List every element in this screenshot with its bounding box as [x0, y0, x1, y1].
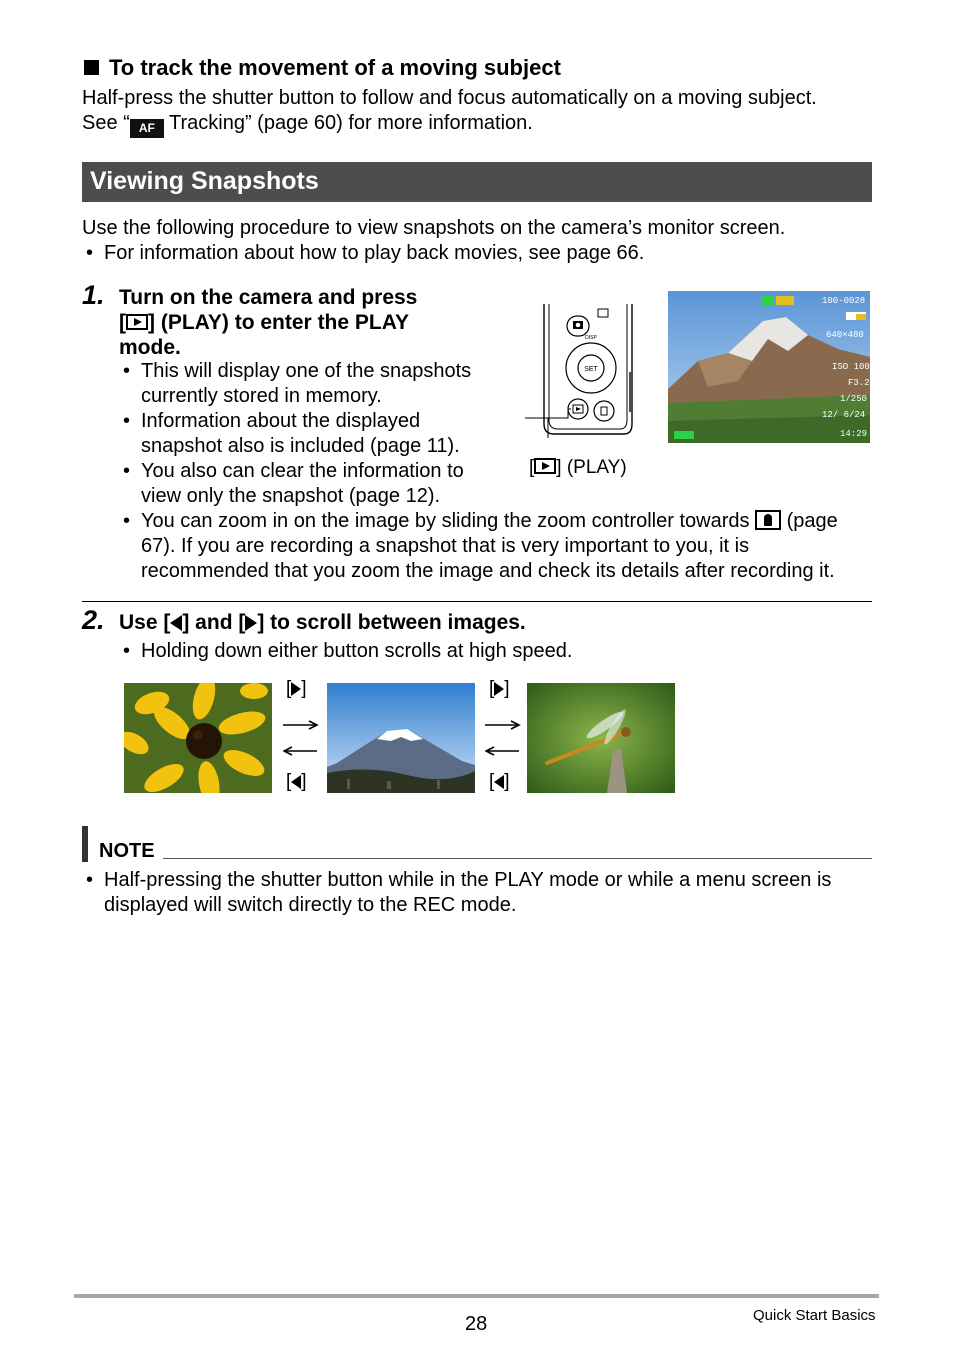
step2-title: Use [ ] and [ ] to scroll between images. [119, 611, 526, 634]
step1-bullet-2: • Information about the displayed snapshot also is included (page 11). [123, 410, 460, 457]
screen-date: 12/ 6/24 [822, 410, 866, 420]
play-button-icon [126, 314, 148, 330]
prev-label-1: [ ] [286, 771, 307, 792]
bullet-dot: • [123, 410, 131, 432]
right-arrow-icon [291, 682, 301, 696]
intro-bullet: • For information about how to play back movies, see page 66. [86, 242, 645, 264]
screen-iso: ISO 100 [832, 362, 870, 372]
left-arrow-button-icon [170, 615, 182, 631]
zoom-tele-icon [755, 510, 781, 530]
step1-bullet-3: • You also can clear the information to view only the snapshot (page 12). [123, 460, 464, 507]
footer-rule [74, 1294, 879, 1298]
bullet-dot: • [123, 460, 131, 482]
step-divider [82, 601, 872, 602]
screen-image-size: 640×480 [826, 330, 864, 340]
section-banner [82, 162, 872, 202]
note-bar [82, 826, 88, 862]
prev-label-2: [ ] [489, 771, 510, 792]
square-bullet-icon [84, 60, 99, 75]
scroll-arrows-1 [283, 716, 319, 758]
play-mode-indicator-icon [762, 296, 774, 305]
play-button-icon [534, 458, 556, 474]
protect-indicator-icon [776, 296, 794, 305]
screen-fnumber: F3.2 [848, 378, 870, 388]
step1-title: Turn on the camera and press [ ] (PLAY) to enter the PLAY mode. [119, 286, 418, 359]
quality-level-icon [856, 314, 866, 320]
paragraph-tracking-line1: Half-press the shutter button to follow and focus automatically on a moving subject. [82, 87, 817, 109]
note-label: NOTE [99, 840, 155, 862]
bullet-dot: • [86, 869, 94, 891]
subsection-heading: To track the movement of a moving subject [84, 55, 561, 81]
af-tracking-icon: AF [130, 119, 164, 138]
right-arrow-icon [494, 682, 504, 696]
next-label-1: [ ] [286, 678, 307, 699]
screen-shutter: 1/250 [840, 394, 868, 404]
camera-back-illustration [524, 302, 640, 438]
intro-text: Use the following procedure to view snapshots on the camera’s monitor screen. [82, 217, 786, 239]
note-rule [163, 858, 872, 859]
camera-screen-image [668, 291, 870, 443]
next-label-2: [ ] [489, 678, 510, 699]
bullet-dot: • [123, 360, 131, 382]
set-button-label: SET [584, 366, 598, 373]
bullet-dot: • [123, 640, 131, 662]
screen-file-number: 100-0028 [822, 296, 866, 306]
note-bullet: • Half-pressing the shutter button while in the PLAY mode or while a menu screen is displayed will switch directly to the REC mode. [86, 869, 832, 916]
mount-fuji-photo [327, 683, 475, 793]
step2-bullet: • Holding down either button scrolls at high speed. [123, 640, 573, 662]
page-number: 28 [465, 1313, 488, 1335]
sunflower-photo [124, 683, 272, 793]
bullet-dot: • [86, 242, 94, 264]
dragonfly-photo [527, 683, 675, 793]
section-title: Viewing Snapshots [90, 167, 319, 195]
left-arrow-icon [291, 775, 301, 789]
bullet-dot: • [123, 510, 131, 532]
step1-bullet-1: • This will display one of the snapshots currently stored in memory. [123, 360, 472, 407]
scroll-arrows-2 [485, 716, 521, 758]
battery-icon [674, 431, 694, 439]
disp-label: DISP [585, 335, 597, 341]
step-number-2: 2. [82, 605, 105, 635]
paragraph-tracking-line2: See “ AF Tracking” (page 60) for more information. [82, 111, 533, 138]
left-arrow-icon [494, 775, 504, 789]
right-arrow-button-icon [245, 615, 257, 631]
step1-bullet-zoom: • You can zoom in on the image by sliding the zoom controller towards (page 67). If you are recording a snapshot that is very important to you, it is recommended that you zoom the image and check its details after recording it. [123, 510, 838, 582]
screen-time: 14:29 [840, 429, 868, 439]
step-number-1: 1. [82, 280, 105, 310]
play-caption: [ ] (PLAY) [529, 457, 627, 478]
footer-section-name: Quick Start Basics [753, 1307, 876, 1324]
mountain-photo [668, 291, 870, 443]
